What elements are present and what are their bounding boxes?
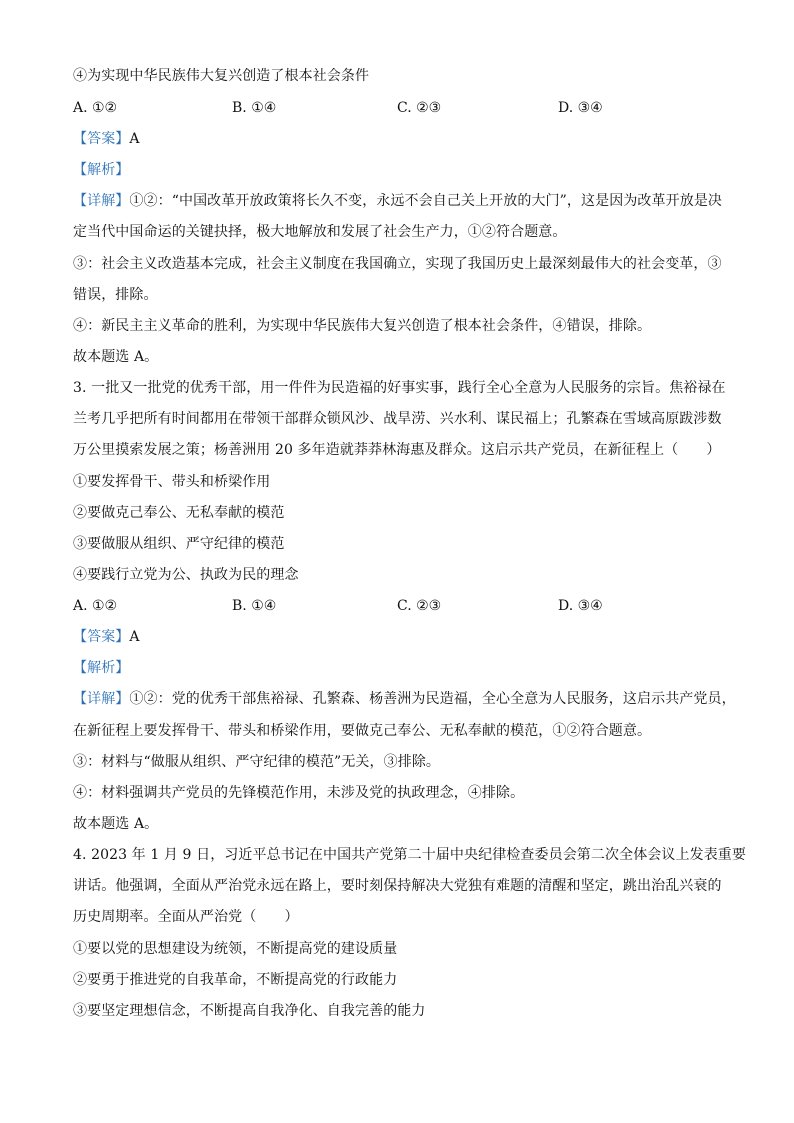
detail-text: ①②：“中国改革开放政策将长久不变，永远不会自己关上开放的大门”，这是因为改革开放是决 xyxy=(129,193,723,209)
q2-answer xyxy=(73,130,140,148)
q3-option-b: B. ①④ xyxy=(232,598,277,614)
q2-detail-line: ④：新民主主义革命的胜利，为实现中华民族伟大复兴创造了根本社会条件，④错误，排除。 xyxy=(73,318,652,334)
q3-detail-line: 在新征程上要发挥骨干、带头和桥梁作用，要做克己奉公、无私奉献的模范，①②符合题意。 xyxy=(73,723,652,739)
q3-conclusion: 故本题选 A。 xyxy=(73,816,159,832)
answer-value: A xyxy=(129,131,140,147)
q2-option-b: B. ①④ xyxy=(232,100,277,116)
detail-label: 【详解】 xyxy=(73,691,130,707)
q3-item-3: ③要做服从组织、严守纪律的模范 xyxy=(73,536,285,552)
q3-item-4: ④要践行立党为公、执政为民的理念 xyxy=(73,567,299,583)
q3-analysis-label xyxy=(73,659,129,677)
q2-conclusion: 故本题选 A。 xyxy=(73,349,159,365)
detail-text: ①②：党的优秀干部焦裕禄、孔繁森、杨善洲为民造福，全心全意为人民服务，这启示共产党员， xyxy=(129,691,736,707)
q4-item-3: ③要坚定理想信念，不断提高自我净化、自我完善的能力 xyxy=(73,1003,426,1019)
q3-option-c: C. ②③ xyxy=(397,598,442,614)
q3-detail-line: ③：材料与“做服从组织、严守纪律的模范”无关，③排除。 xyxy=(73,754,441,770)
q2-option-a: A. ①② xyxy=(73,100,118,116)
q3-stem-line: 兰考几乎把所有时间都用在带领干部群众锁风沙、战旱涝、兴水利、谋民福上；孔繁森在雪域高原跋涉数 xyxy=(73,411,722,427)
q3-detail-line: ④：材料强调共产党员的先锋模范作用，未涉及党的执政理念，④排除。 xyxy=(73,785,525,801)
q3-stem-line: 3. 一批又一批党的优秀干部，用一件件为民造福的好事实事，践行全心全意为人民服务的宗旨。焦裕禄在 xyxy=(73,380,726,396)
q2-detail-line: ③：社会主义改造基本完成，社会主义制度在我国确立，实现了我国历史上最深刻最伟大的社会变革，③ xyxy=(73,256,722,272)
q2-option-d: D. ③④ xyxy=(558,100,603,116)
q2-detail-line xyxy=(73,192,722,210)
q4-item-1: ①要以党的思想建设为统领，不断提高党的建设质量 xyxy=(73,941,398,957)
detail-label: 【详解】 xyxy=(73,193,130,209)
answer-label: 【答案】 xyxy=(73,131,130,147)
q2-item-4: ④为实现中华民族伟大复兴创造了根本社会条件 xyxy=(73,68,370,84)
answer-label: 【答案】 xyxy=(73,629,130,645)
q4-stem-line: 讲话。他强调，全面从严治党永远在路上，要时刻保持解决大党独有难题的清醒和坚定，跳出治乱兴衰的 xyxy=(73,878,722,894)
q2-option-c: C. ②③ xyxy=(397,100,442,116)
q3-item-1: ①要发挥骨干、带头和桥梁作用 xyxy=(73,474,271,490)
q4-stem-line: 4. 2023 年 1 月 9 日，习近平总书记在中国共产党第二十届中央纪律检查委员会第二次全体会议上发表重要 xyxy=(73,847,746,863)
analysis-label: 【解析】 xyxy=(73,162,130,178)
q3-option-d: D. ③④ xyxy=(558,598,603,614)
q2-analysis-label xyxy=(73,161,129,179)
q3-detail-line xyxy=(73,690,736,708)
q3-options xyxy=(73,597,733,615)
q4-stem-line: 历史周期率。全面从严治党（ ） xyxy=(73,909,299,925)
q2-options xyxy=(73,99,733,117)
analysis-label: 【解析】 xyxy=(73,660,130,676)
q4-item-2: ②要勇于推进党的自我革命，不断提高党的行政能力 xyxy=(73,972,398,988)
q2-detail-line: 错误，排除。 xyxy=(73,287,158,303)
answer-value: A xyxy=(129,629,140,645)
q3-stem-line: 万公里摸索发展之策；杨善洲用 20 多年造就莽莽林海惠及群众。这启示共产党员，在新征程上（ ） xyxy=(73,442,721,458)
q3-option-a: A. ①② xyxy=(73,598,118,614)
q2-detail-line: 定当代中国命运的关键抉择，极大地解放和发展了社会生产力，①②符合题意。 xyxy=(73,224,567,240)
q3-item-2: ②要做克己奉公、无私奉献的模范 xyxy=(73,505,285,521)
q3-answer xyxy=(73,628,140,646)
